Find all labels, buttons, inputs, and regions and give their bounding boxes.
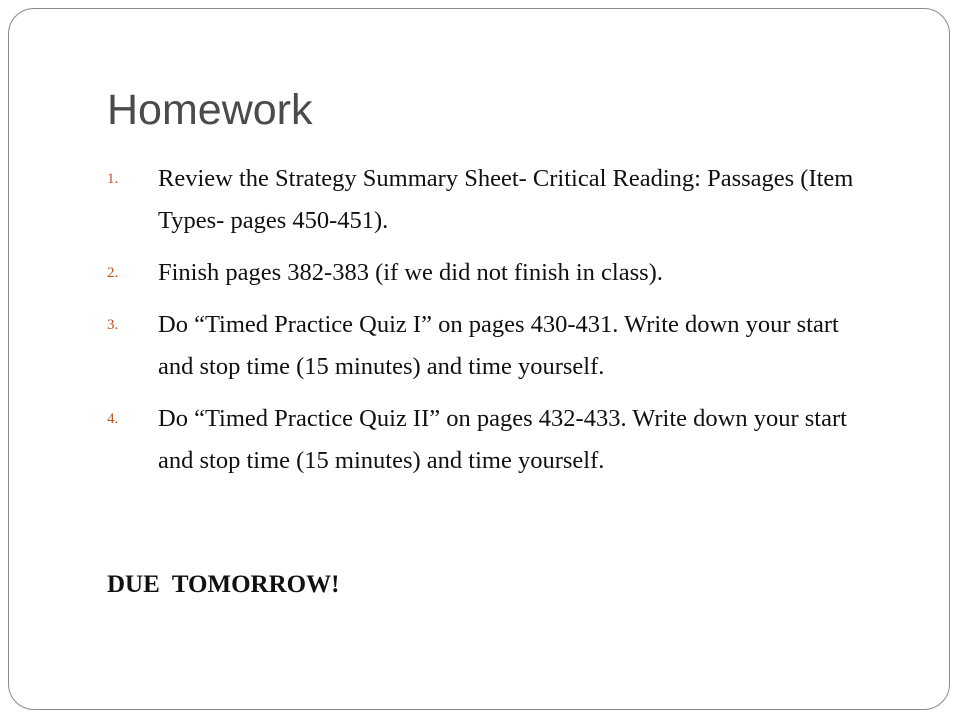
slide-title: Homework xyxy=(107,86,313,134)
due-notice: DUE TOMORROW! xyxy=(107,571,340,598)
list-item xyxy=(107,252,867,294)
item-number: 4. xyxy=(107,411,119,427)
list-item xyxy=(107,398,867,482)
item-text: Review the Strategy Summary Sheet- Critical Reading: Passages (Item Types- pages 450-451). xyxy=(158,165,854,234)
item-text: Finish pages 382-383 (if we did not finish in class). xyxy=(158,259,663,286)
item-number: 1. xyxy=(107,171,119,187)
item-text: Do “Timed Practice Quiz I” on pages 430-431. Write down your start and stop time (15 minutes) and time yourself. xyxy=(158,311,839,380)
homework-list xyxy=(107,158,867,492)
item-number: 3. xyxy=(107,317,119,333)
item-number: 2. xyxy=(107,265,119,281)
list-item xyxy=(107,158,867,242)
item-text: Do “Timed Practice Quiz II” on pages 432-433. Write down your start and stop time (15 minutes) and time yourself. xyxy=(158,405,847,474)
list-item xyxy=(107,304,867,388)
